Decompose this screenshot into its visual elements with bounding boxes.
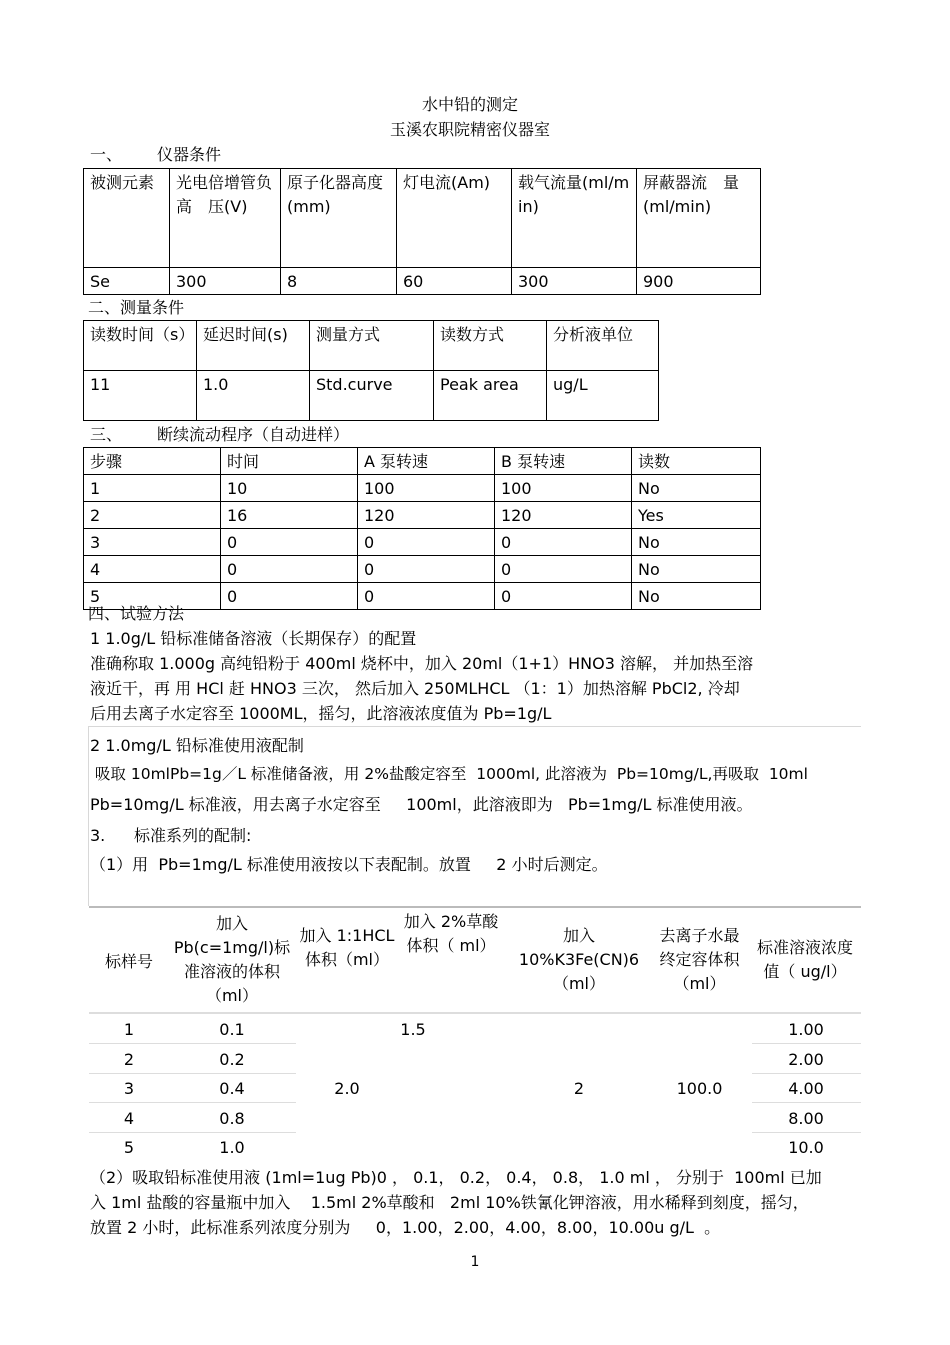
page-subtitle: 玉溪农职院精密仪器室: [389, 120, 550, 139]
procedure4-line: （2）吸取铅标准使用液 (1ml=1ug Pb)0 ， 0.1， 0.2， 0.4， 0.8， 1.0 ml ， 分别于 100ml 已加: [90, 1168, 822, 1187]
measurement-value-cell: ug/L: [547, 371, 659, 421]
flow-cell: 0: [358, 556, 495, 583]
measurement-header-cell: 读数时间（s）: [84, 321, 197, 371]
std-conc-cell: 10.0: [788, 1138, 824, 1157]
flow-cell: 2: [84, 502, 221, 529]
flow-cell: No: [632, 583, 761, 610]
measurement-value-cell: Std.curve: [310, 371, 434, 421]
flow-cell: 0: [495, 556, 632, 583]
procedure4-line: 放置 2 小时，此标准系列浓度分别为 0，1.00，2.00，4.00，8.00，10.00u g/L 。: [90, 1218, 721, 1237]
flow-cell: 120: [358, 502, 495, 529]
flow-header-cell: 读数: [632, 448, 761, 475]
instrument-value-cell: 8: [281, 268, 397, 295]
flow-cell: No: [632, 529, 761, 556]
instrument-header-cell: 光电倍增管负高 压(V): [170, 169, 281, 268]
flow-cell: 0: [358, 529, 495, 556]
instrument-header-cell: 屏蔽器流 量(ml/min): [637, 169, 761, 268]
instrument-header-cell: 载气流量(ml/min): [512, 169, 637, 268]
flow-cell: 3: [84, 529, 221, 556]
flow-cell: 0: [221, 529, 358, 556]
measurement-header-cell: 延迟时间(s): [197, 321, 310, 371]
flow-cell: No: [632, 556, 761, 583]
std-header-cell: 加入 2%草酸体积（ ml）: [403, 912, 499, 955]
std-volume-cell: 0.8: [219, 1109, 245, 1128]
instrument-header-cell: 原子化器高度(mm): [281, 169, 397, 268]
flow-cell: 100: [358, 475, 495, 502]
std-k3fe-cell: 2: [573, 1079, 585, 1098]
table-row: [84, 529, 761, 556]
table-row: [84, 556, 761, 583]
std-header-cell: 去离子水最终定容体积（ml）: [659, 926, 740, 993]
std-id-cell: 3: [123, 1079, 135, 1098]
flow-cell: 0: [221, 556, 358, 583]
measurement-header-cell: 测量方式: [310, 321, 434, 371]
measurement-header-cell: 读数方式: [434, 321, 547, 371]
std-id-cell: 4: [123, 1109, 135, 1128]
procedure3-title: 标准系列的配制:: [134, 826, 252, 845]
std-header-cell: 加入 1:1HCL 体积（ml）: [299, 926, 395, 969]
flow-cell: Yes: [632, 502, 761, 529]
procedure1-title: 1 1.0g/L 铅标准储备溶液（长期保存）的配置: [90, 629, 417, 648]
page-title: 水中铅的测定: [421, 95, 518, 114]
instrument-value-cell: 900: [637, 268, 761, 295]
std-volume-cell: 0.2: [219, 1050, 245, 1069]
flow-header-cell: B 泵转速: [495, 448, 632, 475]
std-volume-cell: 0.4: [219, 1079, 245, 1098]
std-volume-cell: 1.0: [219, 1138, 245, 1157]
flow-cell: 100: [495, 475, 632, 502]
flow-cell: 0: [221, 583, 358, 610]
procedure3-subtitle: （1）用 Pb=1mg/L 标准使用液按以下表配制。放置 2 小时后测定。: [90, 855, 608, 874]
section2-heading: 二、测量条件: [88, 298, 185, 317]
instrument-value-cell: 300: [512, 268, 637, 295]
std-header-cell: 标样号: [104, 952, 153, 971]
measurement-table: [83, 320, 659, 421]
procedure2-line: Pb=10mg/L 标准液，用去离子水定容至 100ml，此溶液即为 Pb=1mg/L 标准使用液。: [90, 795, 753, 814]
measurement-value-cell: Peak area: [434, 371, 547, 421]
flow-cell: 16: [221, 502, 358, 529]
std-volume-cell: 0.1: [219, 1020, 245, 1039]
procedure2-line: 吸取 10mlPb=1g／L 标准储备液，用 2%盐酸定容至 1000ml, 此溶液为 Pb=10mg/L,再吸取 10ml: [90, 765, 808, 783]
flow-header-cell: 步骤: [84, 448, 221, 475]
instrument-table: [83, 168, 761, 295]
instrument-value-cell: 60: [397, 268, 512, 295]
std-id-cell: 2: [123, 1050, 135, 1069]
procedure1-line: 准确称取 1.000g 高纯铅粉于 400ml 烧杯中，加入 20ml（1+1）HNO3 溶解， 并加热至溶: [90, 654, 754, 673]
flow-header-cell: 时间: [221, 448, 358, 475]
procedure1-line: 液近干，再 用 HCl 赶 HNO3 三次， 然后加入 250MLHCL （1：1）加热溶解 PbCl2, 冷却: [90, 679, 740, 698]
page-number: 1: [470, 1254, 480, 1270]
measurement-value-cell: 1.0: [197, 371, 310, 421]
measurement-value-cell: 11: [84, 371, 197, 421]
table-row: [84, 502, 761, 529]
flow-cell: 0: [495, 529, 632, 556]
instrument-header-cell: 被测元素: [84, 169, 170, 268]
instrument-header-cell: 灯电流(Am): [397, 169, 512, 268]
std-conc-cell: 8.00: [788, 1109, 824, 1128]
std-oxalic-cell: 1.5: [400, 1020, 426, 1039]
flow-cell: 10: [221, 475, 358, 502]
flow-header-cell: A 泵转速: [358, 448, 495, 475]
section3-number: 三、: [90, 425, 123, 444]
measurement-header-cell: 分析液单位: [547, 321, 659, 371]
section1-number: 一、: [90, 145, 123, 164]
procedure2-title: 2 1.0mg/L 铅标准使用液配制: [90, 736, 304, 755]
flow-cell: 4: [84, 556, 221, 583]
std-final-volume-cell: 100.0: [676, 1079, 723, 1098]
std-header-cell: 标准溶液浓度值（ ug/l）: [756, 938, 853, 981]
std-id-cell: 1: [123, 1020, 135, 1039]
flow-cell: 5: [84, 583, 221, 610]
std-conc-cell: 1.00: [788, 1020, 824, 1039]
section4-heading: 四、试验方法: [88, 604, 185, 623]
std-hcl-cell: 2.0: [334, 1079, 360, 1098]
procedure4-line: 入 1ml 盐酸的容量瓶中加入 1.5ml 2%草酸和 2ml 10%铁氰化钾溶液，用水稀释到刻度，摇匀，: [90, 1193, 809, 1212]
flow-cell: No: [632, 475, 761, 502]
std-id-cell: 5: [123, 1138, 135, 1157]
procedure1-line: 后用去离子水定容至 1000ML，摇匀，此溶液浓度值为 Pb=1g/L: [90, 704, 552, 723]
flow-cell: 0: [495, 583, 632, 610]
instrument-value-cell: 300: [170, 268, 281, 295]
std-header-cell: 加入 10%K3Fe(CN)6（ml）: [518, 926, 640, 993]
flow-program-table: [83, 447, 761, 610]
std-header-cell: 加入 Pb(c=1mg/l)标准溶液的体积（ml）: [173, 914, 291, 1005]
section1-heading: 仪器条件: [157, 145, 222, 164]
flow-cell: 120: [495, 502, 632, 529]
flow-cell: 1: [84, 475, 221, 502]
std-conc-cell: 2.00: [788, 1050, 824, 1069]
procedure3-number: 3.: [90, 826, 106, 845]
section3-heading: 断续流动程序（自动进样）: [157, 425, 350, 444]
std-conc-cell: 4.00: [788, 1079, 824, 1098]
flow-cell: 0: [358, 583, 495, 610]
instrument-value-cell: Se: [84, 268, 170, 295]
table-row: [84, 583, 761, 610]
table-row: [84, 475, 761, 502]
